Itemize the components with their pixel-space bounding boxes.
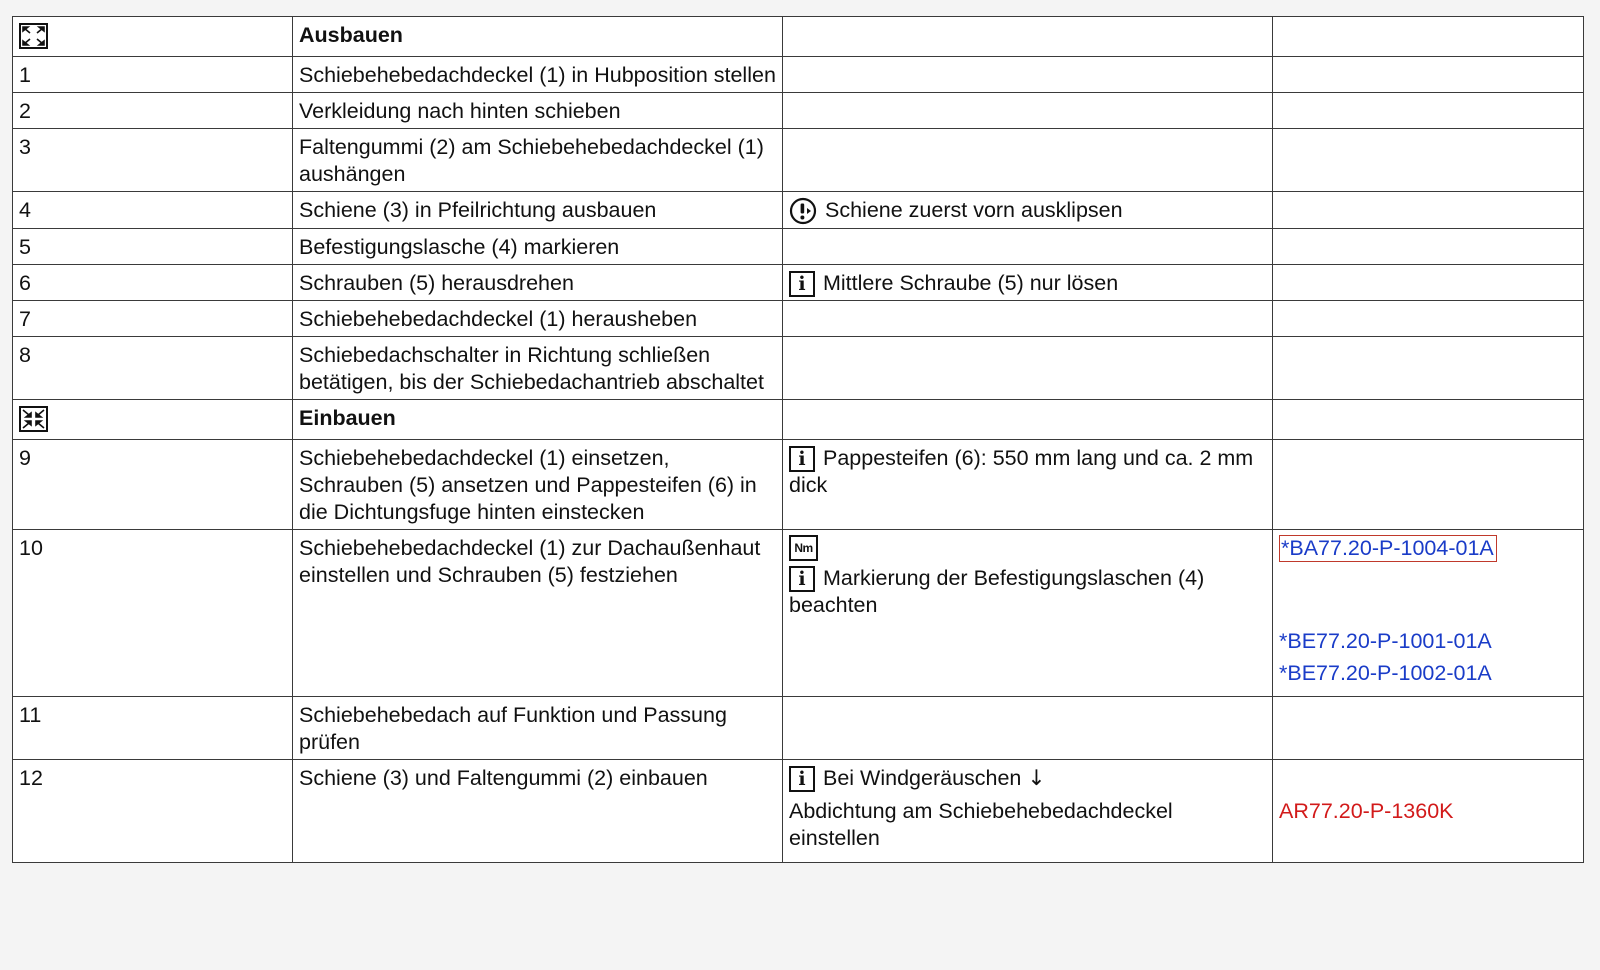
step-text: Schiebehebedachdeckel (1) in Hubposition stellen [293, 57, 783, 93]
table-row [13, 760, 1584, 863]
note-text: Bei Windgeräuschen [823, 766, 1022, 790]
step-number: 4 [13, 192, 293, 229]
reference-cell [1273, 760, 1584, 863]
step-number: 8 [13, 337, 293, 400]
table-row [13, 57, 1584, 93]
step-number: 3 [13, 129, 293, 192]
info-icon: i [789, 271, 815, 297]
note-text: Pappesteifen (6): 550 mm lang und ca. 2 mm dick [789, 446, 1254, 497]
step-text: Schiene (3) und Faltengummi (2) einbauen [293, 760, 783, 863]
step-text: Befestigungslasche (4) markieren [293, 229, 783, 265]
step-text: Schiene (3) in Pfeilrichtung ausbauen [293, 192, 783, 229]
torque-nm-icon: Nm [789, 535, 818, 561]
step-text: Faltengummi (2) am Schiebehebedachdeckel (1) aushängen [293, 129, 783, 192]
note-text: Mittlere Schraube (5) nur lösen [823, 271, 1119, 295]
step-number: 2 [13, 93, 293, 129]
table-row [13, 192, 1584, 229]
step-text: Schiebehebedachdeckel (1) zur Dachaußenhaut einstellen und Schrauben (5) festziehen [293, 530, 783, 697]
table-row [13, 265, 1584, 301]
section-title: Ausbauen [293, 17, 783, 57]
step-number: 9 [13, 440, 293, 530]
section-header-removal [13, 17, 1584, 57]
step-text: Verkleidung nach hinten schieben [293, 93, 783, 129]
section-header-install [13, 400, 1584, 440]
step-text: Schiebehebedachdeckel (1) herausheben [293, 301, 783, 337]
step-number: 12 [13, 760, 293, 863]
table-row [13, 129, 1584, 192]
section-icon-cell [13, 17, 293, 57]
info-icon: i [789, 766, 815, 792]
note-cell [783, 265, 1273, 301]
step-number: 6 [13, 265, 293, 301]
table-row [13, 301, 1584, 337]
section-icon-cell [13, 400, 293, 440]
step-text: Schiebehebedach auf Funktion und Passung prüfen [293, 697, 783, 760]
step-number: 5 [13, 229, 293, 265]
reference-cell [1273, 530, 1584, 697]
note-text: Schiene zuerst vorn ausklipsen [825, 198, 1123, 222]
table-row [13, 697, 1584, 760]
step-text: Schiebedachschalter in Richtung schließen betätigen, bis der Schiebedachantrieb abschaltet [293, 337, 783, 400]
info-icon: i [789, 566, 815, 592]
info-icon: i [789, 446, 815, 472]
reference-link[interactable]: *BE77.20-P-1002-01A [1279, 661, 1492, 685]
step-number: 11 [13, 697, 293, 760]
warning-hand-icon [789, 197, 817, 225]
note-cell [783, 530, 1273, 697]
note-text: Markierung der Befestigungslaschen (4) beachten [789, 566, 1205, 617]
table-row [13, 337, 1584, 400]
note-cell [783, 192, 1273, 229]
step-number: 1 [13, 57, 293, 93]
procedure-table [12, 16, 1584, 863]
reference-link[interactable]: AR77.20-P-1360K [1279, 799, 1454, 823]
step-text: Schiebehebedachdeckel (1) einsetzen, Schrauben (5) ansetzen und Pappesteifen (6) in die Dichtungsfuge hinten einstecken [293, 440, 783, 530]
section-title: Einbauen [293, 400, 783, 440]
table-row [13, 440, 1584, 530]
reference-link[interactable]: *BE77.20-P-1001-01A [1279, 629, 1492, 653]
arrow-down-icon: ↓ [1027, 766, 1046, 791]
reference-link[interactable]: *BA77.20-P-1004-01A [1279, 535, 1497, 562]
note-text: Abdichtung am Schiebehebedachdeckel einstellen [789, 799, 1173, 850]
table-row [13, 530, 1584, 697]
table-row [13, 93, 1584, 129]
step-number: 10 [13, 530, 293, 697]
step-text: Schrauben (5) herausdrehen [293, 265, 783, 301]
note-cell [783, 440, 1273, 530]
table-row [13, 229, 1584, 265]
expand-arrows-icon [19, 23, 48, 49]
contract-arrows-icon [19, 406, 48, 432]
step-number: 7 [13, 301, 293, 337]
note-cell [783, 760, 1273, 863]
